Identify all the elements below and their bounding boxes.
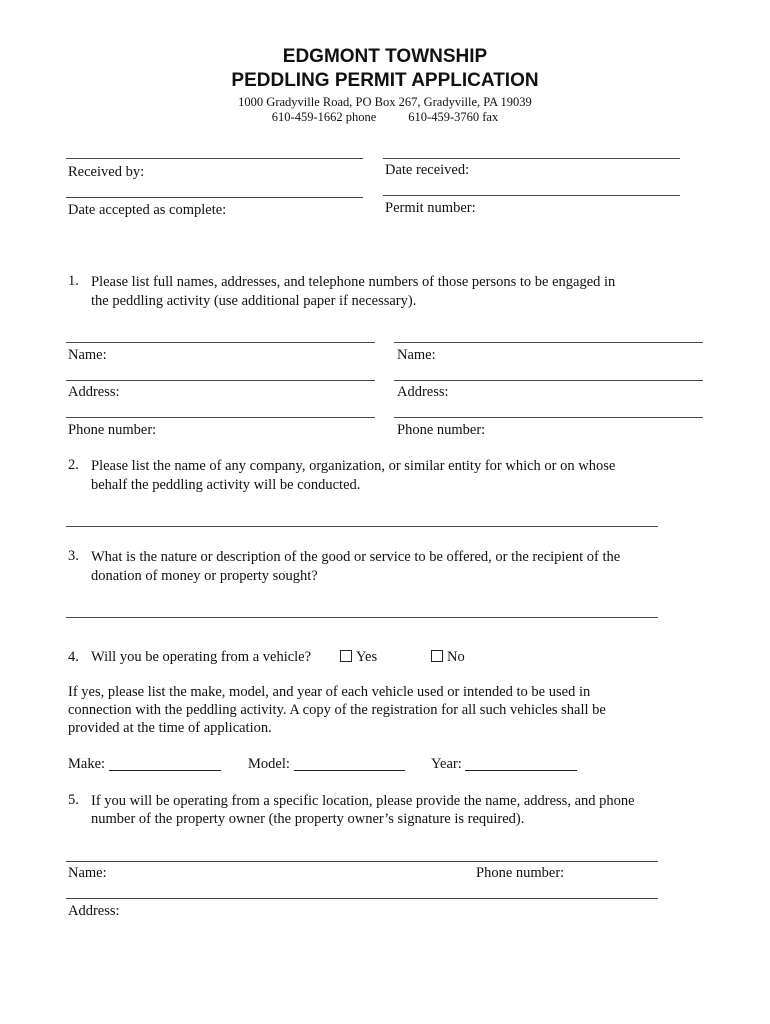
q5-number: 5. [68, 792, 79, 808]
no-label: No [447, 649, 465, 665]
make-field[interactable] [68, 756, 221, 773]
q4-no-option[interactable] [431, 649, 465, 666]
model-input[interactable] [294, 756, 405, 771]
q2-text-line1: Please list the name of any company, organization, or similar entity for which or on whose [91, 458, 616, 474]
q4-para-line1: If yes, please list the make, model, and year of each vehicle used or intended to be used in [68, 684, 591, 700]
q5-name-rule [66, 861, 658, 862]
q1-phone-field-1[interactable]: Phone number: [68, 422, 157, 438]
q1-address-field-2[interactable]: Address: [397, 384, 449, 400]
q5-address-field[interactable]: Address: [68, 903, 120, 919]
year-field[interactable] [431, 756, 577, 773]
q1-address-rule-right [394, 380, 703, 381]
date-received-field[interactable]: Date received: [385, 162, 470, 178]
q1-text-line2: the peddling activity (use additional paper if necessary). [91, 293, 417, 309]
q1-name-field-1[interactable]: Name: [68, 347, 107, 363]
make-label: Make: [68, 756, 106, 772]
permit-number-field[interactable]: Permit number: [385, 200, 476, 216]
q5-name-field[interactable]: Name: [68, 865, 107, 881]
q3-text-line1: What is the nature or description of the good or service to be offered, or the recipient of the [91, 549, 621, 565]
q3-number: 3. [68, 548, 79, 564]
received-by-top-rule [66, 158, 363, 159]
no-checkbox[interactable] [431, 650, 443, 662]
make-input[interactable] [109, 756, 221, 771]
q3-answer-line[interactable] [66, 617, 658, 618]
q4-para-line2: connection with the peddling activity. A copy of the registration for all such vehicles shall be [68, 702, 606, 718]
permit-number-top-rule [383, 195, 680, 196]
yes-checkbox[interactable] [340, 650, 352, 662]
township-phone: 610-459-1662 phone [271, 110, 377, 124]
form-subtitle: PEDDLING PERMIT APPLICATION [231, 70, 539, 91]
q5-text-line2: number of the property owner (the property owner’s signature is required). [91, 811, 525, 827]
q2-text-line2: behalf the peddling activity will be conducted. [91, 477, 361, 493]
year-input[interactable] [465, 756, 577, 771]
q1-phone-rule-left [66, 417, 375, 418]
q4-number: 4. [68, 649, 79, 665]
q1-address-rule-left [66, 380, 375, 381]
q1-name-rule-right [394, 342, 703, 343]
q2-number: 2. [68, 457, 79, 473]
year-label: Year: [431, 756, 462, 772]
q4-para-line3: provided at the time of application. [68, 720, 272, 736]
q1-text-line1: Please list full names, addresses, and telephone numbers of those persons to be engaged in [91, 274, 616, 290]
q1-address-field-1[interactable]: Address: [68, 384, 120, 400]
q2-answer-line[interactable] [66, 526, 658, 527]
q4-question: Will you be operating from a vehicle? [91, 649, 312, 665]
q4-yes-option[interactable] [340, 649, 377, 666]
form-title: EDGMONT TOWNSHIP [282, 46, 488, 67]
q1-number: 1. [68, 273, 79, 289]
model-field[interactable] [248, 756, 405, 773]
q5-phone-field[interactable]: Phone number: [476, 865, 565, 881]
received-by-field[interactable]: Received by: [68, 164, 145, 180]
township-contact [0, 110, 770, 125]
date-accepted-top-rule [66, 197, 363, 198]
q5-text-line1: If you will be operating from a specific location, please provide the name, address, and phone [91, 793, 635, 809]
q1-name-rule-left [66, 342, 375, 343]
q5-address-rule [66, 898, 658, 899]
q3-text-line2: donation of money or property sought? [91, 568, 318, 584]
date-accepted-field[interactable]: Date accepted as complete: [68, 202, 227, 218]
date-received-top-rule [383, 158, 680, 159]
model-label: Model: [248, 756, 290, 772]
q1-phone-field-2[interactable]: Phone number: [397, 422, 486, 438]
q1-phone-rule-right [394, 417, 703, 418]
q1-name-field-2[interactable]: Name: [397, 347, 436, 363]
yes-label: Yes [356, 649, 378, 665]
township-fax: 610-459-3760 fax [408, 110, 499, 124]
township-address: 1000 Gradyville Road, PO Box 267, Gradyville, PA 19039 [238, 95, 532, 109]
